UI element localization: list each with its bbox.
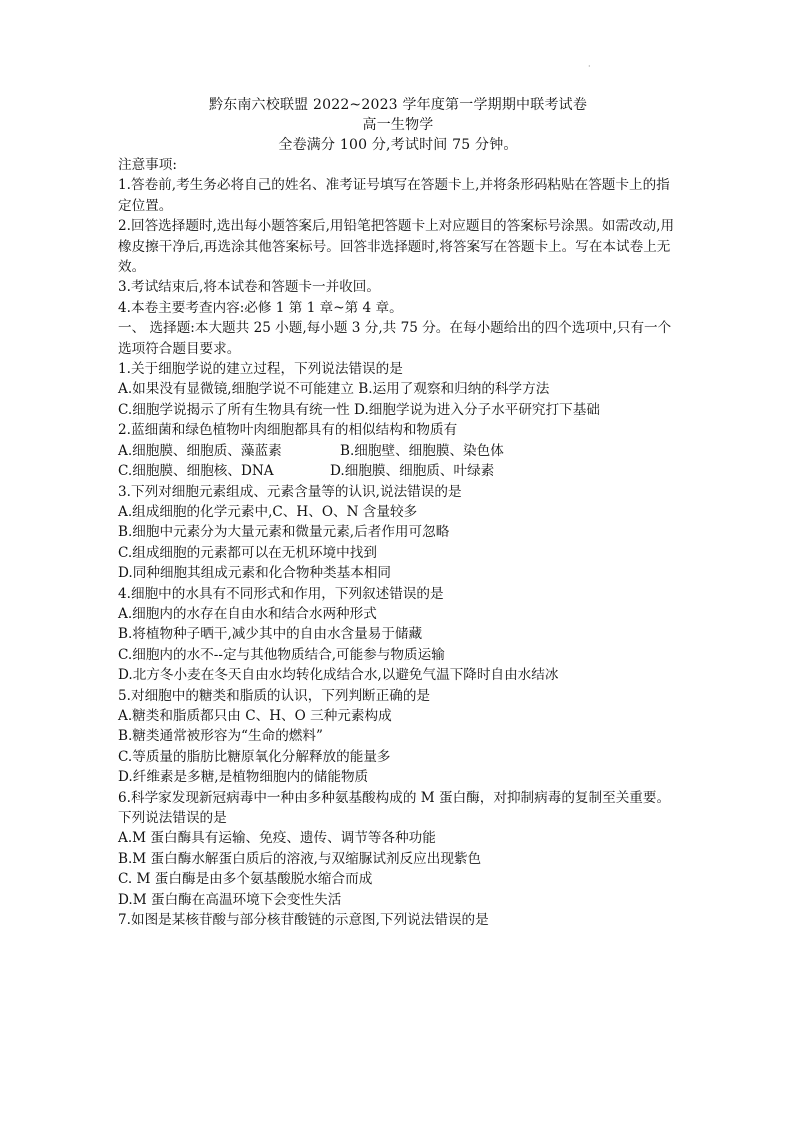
- q5-stem: 5.对细胞中的糖类和脂质的认识，下列判断正确的是: [118, 687, 431, 704]
- q1-options-line-1: A.如果没有显微镜,细胞学说不可能建立 B.运用了观察和归纳的科学方法: [118, 381, 550, 398]
- q5-option-b: B.糖类通常被形容为“生命的燃料”: [118, 728, 323, 745]
- exam-info: 全卷满分 100 分,考试时间 75 分钟。: [278, 137, 518, 153]
- q6-option-d: D.M 蛋白酶在高温环境下会变性失活: [118, 891, 342, 908]
- q4-option-c: C.细胞内的水不--定与其他物质结合,可能参与物质运输: [118, 646, 445, 663]
- corner-mark: ·: [588, 62, 591, 71]
- q2-option-c: C.细胞膜、细胞核、DNA: [118, 463, 274, 480]
- notice-item-2: 2.回答选择题时,选出每小题答案后,用铅笔把答题卡上对应题目的答案标号涂黑。如需改动,用橡皮擦干净后,再选涂其他答案标号。回答非选择题时,将答案写在答题卡上。写在本试卷上无效。: [118, 218, 675, 276]
- section-intro: 一、 选择题:本大题共 25 小题,每小题 3 分,共 75 分。在每小题给出的四个选项中,只有一个选项符合题目要求。: [118, 320, 672, 357]
- q3-stem: 3.下列对细胞元素组成、元素含量等的认识,说法错误的是: [118, 483, 462, 500]
- q6-stem-line-1: 6.科学家发现新冠病毒中一种由多种氨基酸构成的 M 蛋白酶，对抑制病毒的复制至关重要。: [118, 789, 671, 806]
- exam-subject: 高一生物学: [362, 117, 434, 133]
- q2-stem: 2.蓝细菌和绿色植物叶肉细胞都具有的相似结构和物质有: [118, 422, 458, 439]
- notice-item-1: 1.答卷前,考生务必将自己的姓名、准考证号填写在答题卡上,并将条形码粘贴在答题卡上的指定位置。: [118, 177, 670, 214]
- q6-option-b: B.M 蛋白酶水解蛋白质后的溶液,与双缩脲试剂反应出现紫色: [118, 850, 482, 867]
- notice-item-3: 3.考试结束后,将本试卷和答题卡一并收回。: [118, 279, 380, 296]
- q6-stem-line-2: 下列说法错误的是: [118, 810, 227, 826]
- q5-option-a: A.糖类和脂质都只由 C、H、O 三种元素构成: [118, 707, 392, 724]
- q1-stem: 1.关于细胞学说的建立过程，下列说法错误的是: [118, 361, 403, 378]
- q5-option-d: D.纤维素是多糖,是植物细胞内的储能物质: [118, 769, 369, 786]
- q3-option-d: D.同种细胞其组成元素和化合物种类基本相同: [118, 565, 392, 582]
- notice-item-4: 4.本卷主要考查内容:必修 1 第 1 章~第 4 章。: [118, 299, 403, 316]
- q3-option-c: C.组成细胞的元素都可以在无机环境中找到: [118, 544, 377, 561]
- q3-option-a: A.组成细胞的化学元素中,C、H、O、N 含量较多: [118, 503, 418, 520]
- q5-option-c: C.等质量的脂肪比糖原氧化分解释放的能量多: [118, 748, 391, 765]
- q2-options-row-1: [118, 441, 678, 461]
- q4-option-d: D.北方冬小麦在冬天自由水均转化成结合水,以避免气温下降时自由水结冰: [118, 667, 559, 684]
- exam-title: 黔东南六校联盟 2022~2023 学年度第一学期期中联考试卷: [208, 97, 588, 113]
- notice-heading: 注意事项:: [118, 157, 177, 173]
- q7-stem: 7.如图是某核苷酸与部分核苷酸链的示意图,下列说法错误的是: [118, 912, 489, 929]
- q6-option-a: A.M 蛋白酶具有运输、免疫、遗传、调节等各种功能: [118, 830, 436, 847]
- q4-stem: 4.细胞中的水具有不同形式和作用，下列叙述错误的是: [118, 585, 444, 602]
- q1-options-line-2: C.细胞学说揭示了所有生物具有统一性 D.细胞学说为进入分子水平研究打下基础: [118, 401, 600, 418]
- q2-option-b: B.细胞壁、细胞膜、染色体: [340, 442, 504, 459]
- q4-option-a: A.细胞内的水存在自由水和结合水两种形式: [118, 605, 377, 622]
- q6-option-c: C. M 蛋白酶是由多个氨基酸脱水缩合而成: [118, 871, 373, 888]
- exam-page: [118, 95, 678, 930]
- q2-options-row-2: [118, 461, 678, 481]
- q4-option-b: B.将植物种子晒干,减少其中的自由水含量易于储藏: [118, 626, 423, 643]
- q2-option-a: A.细胞膜、细胞质、藻蓝素: [118, 442, 282, 459]
- q3-option-b: B.细胞中元素分为大量元素和微量元素,后者作用可忽略: [118, 524, 450, 541]
- q2-option-d: D.细胞膜、细胞质、叶绿素: [330, 463, 495, 480]
